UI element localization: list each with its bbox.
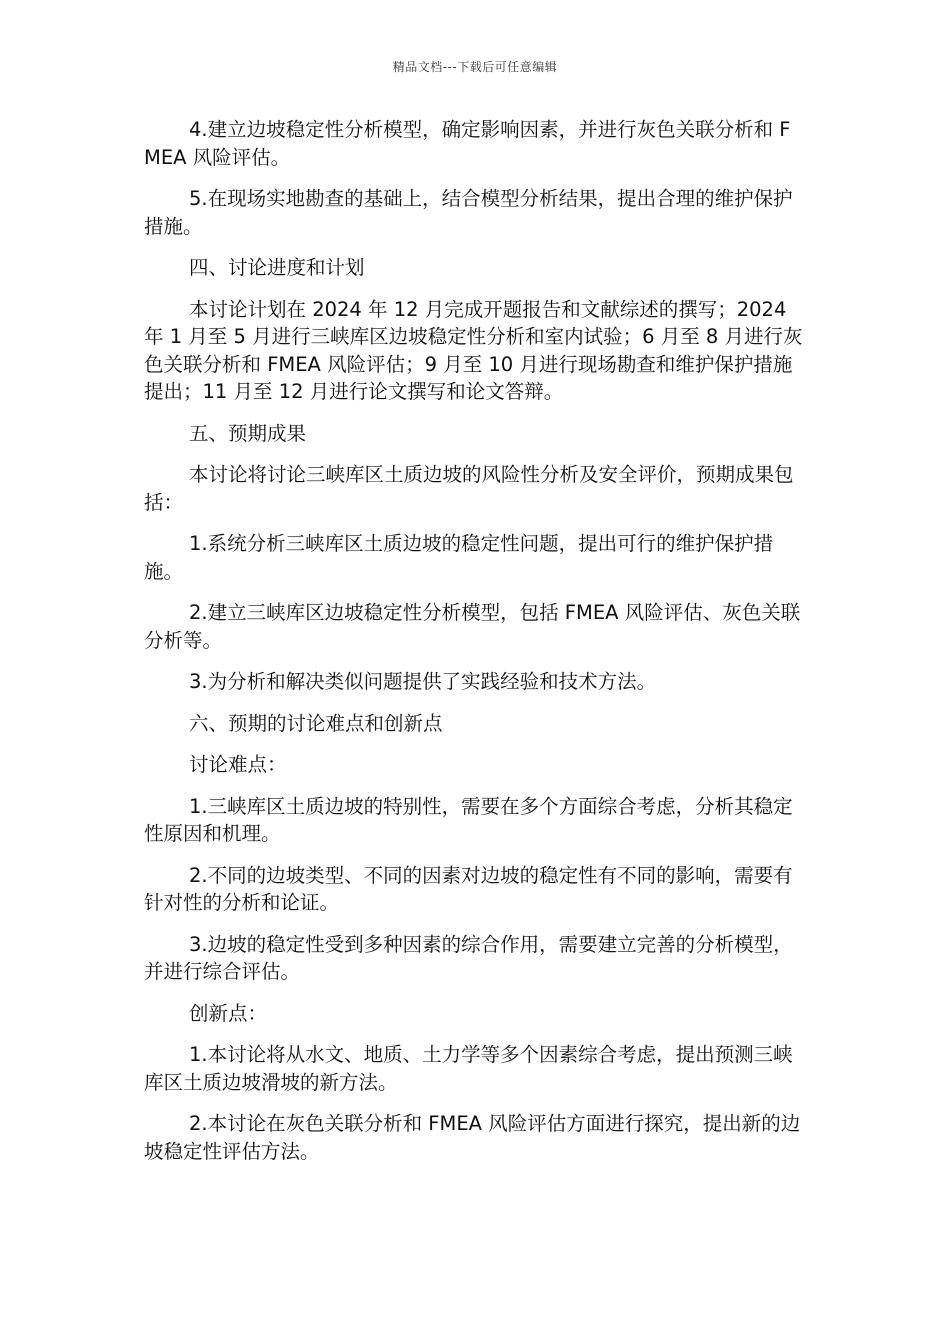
paragraph-difficulty-3: 3.边坡的稳定性受到多种因素的综合作用，需要建立完善的分析模型，并进行综合评估。: [144, 932, 793, 983]
section-heading-difficulties-innovations: 六、预期的讨论难点和创新点: [189, 711, 443, 735]
section-heading-expected-results: 五、预期成果: [189, 421, 307, 445]
section-heading-schedule: 四、讨论进度和计划: [189, 256, 365, 279]
paragraph-result-1: 1.系统分析三峡库区土质边坡的稳定性问题，提出可行的维护保护措施。: [144, 532, 774, 583]
page-header: 精品文档---下载后可任意编辑: [392, 60, 558, 74]
paragraph-result-3: 3.为分析和解决类似问题提供了实践经验和技术方法。: [189, 670, 657, 693]
paragraph-objective-4: 4.建立边坡稳定性分析模型，确定影响因素，并进行灰色关联分析和 FMEA 风险评估。: [144, 118, 791, 169]
paragraph-result-2: 2.建立三峡库区边坡稳定性分析模型，包括 FMEA 风险评估、灰色关联分析等。: [144, 601, 801, 652]
paragraph-expected-results-intro: 本讨论将讨论三峡库区土质边坡的风险性分析及安全评价，预期成果包括：: [144, 463, 794, 514]
subheading-difficulties: 讨论难点：: [189, 753, 287, 776]
subheading-innovations: 创新点：: [189, 1001, 268, 1025]
paragraph-schedule: 本讨论计划在 2024 年 12 月完成开题报告和文献综述的撰写；2024 年 1 月至 5 月进行三峡库区边坡稳定性分析和室内试验；6 月至 8 月进行灰色关联分析和 FMEA 风险评估；9 月至 10 月进行现场勘查和维护保护措施提出；11 月至 12 月进行论文撰写和论文答辩。: [144, 297, 803, 403]
paragraph-difficulty-2: 2.不同的边坡类型、不同的因素对边坡的稳定性有不同的影响，需要有针对性的分析和论证。: [144, 863, 793, 914]
paragraph-difficulty-1: 1.三峡库区土质边坡的特别性，需要在多个方面综合考虑，分析其稳定性原因和机理。: [144, 794, 793, 845]
document-body: [144, 116, 806, 1179]
paragraph-objective-5: 5.在现场实地勘查的基础上，结合模型分析结果，提出合理的维护保护措施。: [144, 187, 793, 238]
paragraph-innovation-1: 1.本讨论将从水文、地质、土力学等多个因素综合考虑，提出预测三峡库区土质边坡滑坡的新方法。: [144, 1043, 793, 1094]
paragraph-innovation-2: 2.本讨论在灰色关联分析和 FMEA 风险评估方面进行探究，提出新的边坡稳定性评估方法。: [144, 1112, 801, 1163]
